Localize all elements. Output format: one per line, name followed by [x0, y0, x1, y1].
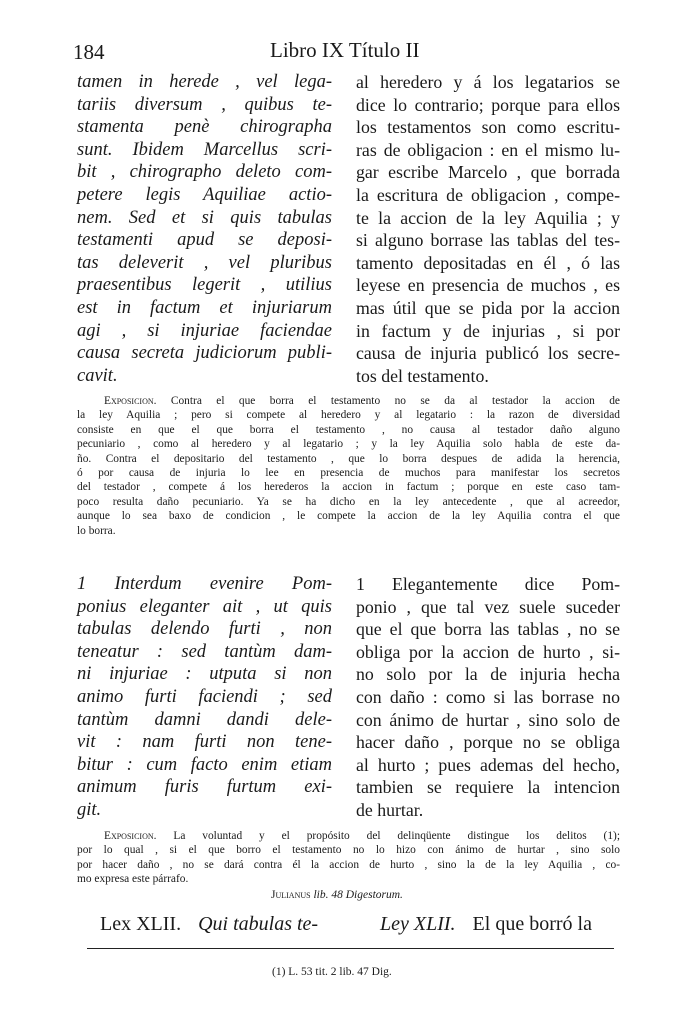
spanish-line: de hurtar. — [356, 799, 424, 820]
spanish-line: con ánimo de hurtar , sino solo de — [356, 709, 620, 730]
latin-text-block-2 — [77, 573, 332, 822]
exposicion-line: por lo qual , si el que borro el testamento no lo hizo con ánimo de hurtar , sino solo — [77, 844, 620, 857]
latin-line: est in factum et injuriarum — [77, 297, 332, 318]
spanish-line: leyese en presencia de muchos , es — [356, 275, 620, 296]
exposicion-line: pecuniario , como al heredero y al legatario ; y la ley Aquilia solo habla de este da- — [77, 438, 620, 451]
spanish-line: si alguno borrase las tablas del tes- — [356, 230, 620, 251]
exposicion-label: Exposicion. — [104, 830, 157, 842]
latin-line: causa secreta judiciorum publi- — [77, 343, 332, 364]
spanish-line: ras de obligacion : en el mismo lu- — [356, 139, 620, 160]
spanish-line: tambien se requiere la intencion — [356, 777, 620, 798]
spanish-line: obliga por la accion de hurto , si- — [356, 641, 620, 662]
exposicion-line: Exposicion. Contra el que borra el testamento no se da al testador la accion de — [104, 395, 620, 407]
latin-line: nem. Sed et si quis tabulas — [77, 207, 332, 228]
exposicion-label: Exposicion. — [104, 395, 157, 407]
latin-line: tantùm damni dandi dele- — [77, 709, 332, 730]
attribution-author: Julianus — [271, 889, 311, 901]
latin-line: agi , si injuriae faciendae — [77, 320, 332, 341]
spanish-line: no solo por la de injuria hecha — [356, 664, 620, 685]
page-number: 184 — [73, 40, 105, 64]
spanish-line: tamento depositadas en él , ó las — [356, 252, 620, 273]
spanish-line: la escritura de obligacion , compe- — [356, 184, 620, 205]
latin-line: petere legis Aquiliae actio- — [77, 184, 332, 205]
exposicion-line: ó por causa de injuria lo lee en presencia de muchos para manifestar los secretos — [77, 467, 620, 480]
spanish-line: gar escribe Marcelo , que borrada — [356, 162, 620, 183]
latin-line: animum furis furtum exi- — [77, 777, 332, 798]
spanish-text-block-1 — [356, 71, 620, 387]
latin-line: animo furti faciendi ; sed — [77, 686, 332, 707]
attribution-source: lib. 48 Digestorum. — [313, 889, 403, 901]
lex-latin-label: Lex XLII. — [100, 913, 182, 935]
latin-line: git. — [77, 799, 102, 820]
latin-line: praesentibus legerit , utilius — [77, 275, 332, 296]
exposicion-line: ño. Contra el depositario del testamento , que lo borra despues de adida la herencia, — [77, 452, 620, 465]
spanish-line: 1 Elegantemente dice Pom- — [356, 574, 620, 594]
ley-spanish-heading — [380, 913, 592, 936]
latin-line: bit , chirographo deleto com- — [77, 162, 332, 183]
lex-latin-heading — [100, 913, 318, 936]
latin-line: 1 Interdum evenire Pom- — [77, 574, 332, 594]
spanish-line: in factum y de injurias , si por — [356, 320, 620, 341]
spanish-line: al heredero y á los legatarios se — [356, 72, 620, 92]
running-title: Libro IX Título II — [270, 38, 420, 62]
spanish-line: dice lo contrario; porque para ellos — [356, 94, 620, 115]
exposicion-line: lo borra. — [77, 524, 116, 537]
latin-line: tabulas delendo furti , non — [77, 619, 332, 640]
attribution — [271, 889, 403, 901]
spanish-line: que el que borra las tablas , no se — [356, 619, 620, 640]
ley-spanish-text: El que borró la — [472, 913, 592, 935]
spanish-line: hacer daño , porque no se obliga — [356, 732, 620, 753]
exposicion-line: del testador , compete á los herederos la accion in factum ; porque en este caso tam- — [77, 481, 620, 494]
ley-spanish-label: Ley XLII. — [380, 913, 456, 935]
latin-line: bitur : cum facto enim etiam — [77, 754, 332, 775]
latin-line: sunt. Ibidem Marcellus scri- — [77, 139, 332, 160]
exposicion-line: Exposicion. La voluntad y el propósito del delinqüente distingue los delitos (1); — [104, 830, 620, 842]
latin-line: ni injuriae : utputa si non — [77, 664, 332, 685]
latin-text-block-1 — [77, 71, 332, 387]
exposicion-line: por hacer daño , no se dará contra él la accion de hurto , sino la de la ley Aquilia , co- — [77, 858, 620, 871]
latin-line: ponius eleganter ait , ut quis — [77, 596, 332, 617]
latin-line: tas deleverit , vel pluribus — [77, 252, 332, 273]
latin-line: teneatur : sed tantùm dam- — [77, 641, 332, 662]
exposicion-line: mo expresa este párrafo. — [77, 873, 189, 886]
exposicion-line: poco resulta daño pecuniario. Ya se ha dicho en la ley antecedente , que al acreedor, — [77, 495, 620, 508]
latin-line: stamenta penè chirographa — [77, 117, 332, 138]
lex-latin-text: Qui tabulas te- — [198, 913, 319, 935]
latin-line: testamenti apud se deposi- — [77, 230, 332, 251]
spanish-line: al hurto ; pues ademas del hecho, — [356, 754, 620, 775]
exposicion-line: consiste en que el que borra el testamento , no causa al testador daño alguno — [77, 423, 620, 436]
footnote: (1) L. 53 tit. 2 lib. 47 Dig. — [272, 966, 392, 978]
spanish-line: con daño : como si las borrase no — [356, 686, 620, 707]
latin-line: cavit. — [77, 365, 118, 386]
spanish-line: mas útil que se pida por la accion — [356, 297, 620, 318]
spanish-line: te la accion de la ley Aquilia ; y — [356, 207, 620, 228]
footnote-divider — [87, 948, 614, 949]
latin-line: tamen in herede , vel lega- — [77, 72, 332, 92]
latin-line: vit : nam furti non tene- — [77, 732, 332, 753]
spanish-line: ponio , que tal vez suele suceder — [356, 596, 620, 617]
exposicion-line: aunque lo sea baxo de condicion , le compete la accion de la ley Aquilia contra el que — [77, 510, 620, 523]
spanish-text-block-2 — [356, 573, 620, 822]
exposicion-2 — [77, 829, 620, 887]
spanish-line: los testamentos son como escritu- — [356, 117, 620, 138]
latin-line: tariis diversum , quibus te- — [77, 94, 332, 115]
exposicion-line: la ley Aquilia ; pero si compete al heredero y al legatario : la razon de diversidad — [77, 409, 620, 422]
spanish-line: tos del testamento. — [356, 365, 489, 386]
spanish-line: causa de injuria publicó los secre- — [356, 343, 620, 364]
exposicion-1 — [77, 394, 620, 538]
